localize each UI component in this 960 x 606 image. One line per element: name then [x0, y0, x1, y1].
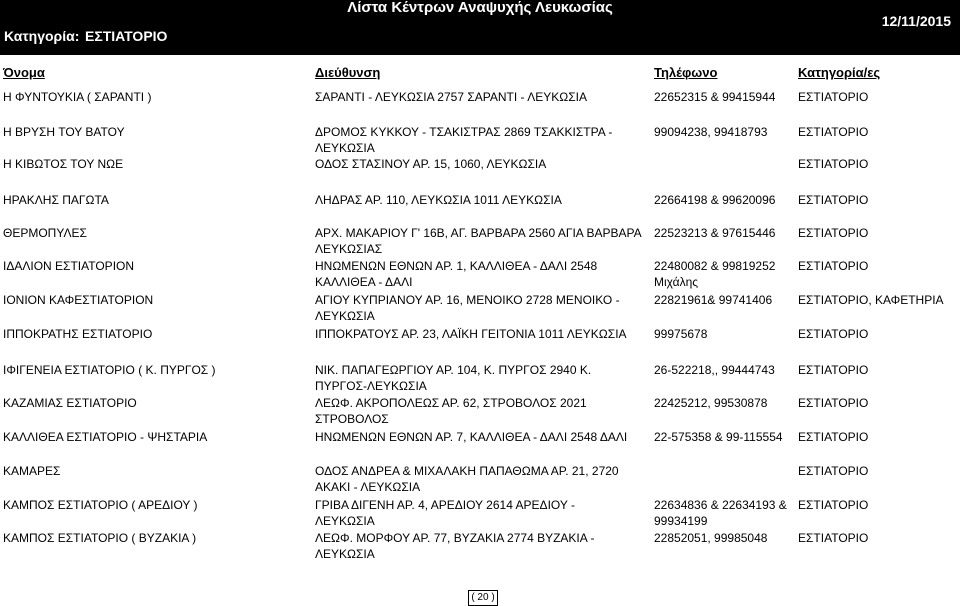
- entry-address-line1: ΛΕΩΦ. ΑΚΡΟΠΟΛΕΩΣ ΑΡ. 62, ΣΤΡΟΒΟΛΟΣ 2021: [315, 396, 587, 410]
- entry-phone-line2: Μιχάλης: [654, 275, 699, 289]
- entry-name: Η ΦΥΝΤΟΥΚΙΑ ( ΣΑΡΑΝΤΙ ): [3, 90, 152, 104]
- category-label: Κατηγορία:: [4, 28, 80, 44]
- entry-phone-line1: 99975678: [654, 327, 708, 341]
- entry-address-line2: ΚΑΛΛΙΘΕΑ - ΔΑΛΙ: [315, 275, 413, 289]
- entry-address-line2: ΣΤΡΟΒΟΛΟΣ: [315, 412, 389, 426]
- entry-category: ΕΣΤΙΑΤΟΡΙΟ: [798, 363, 869, 377]
- entry-category: ΕΣΤΙΑΤΟΡΙΟ: [798, 259, 869, 273]
- entry-phone-line1: 22634836 & 22634193 &: [654, 498, 787, 512]
- entry-name: ΙΟΝΙΟΝ ΚΑΦΕΣΤΙΑΤΟΡΙΟΝ: [3, 293, 154, 307]
- entry-phone-line1: 22480082 & 99819252: [654, 259, 776, 273]
- report-date: 12/11/2015: [881, 13, 951, 29]
- page-number: ( 20 ): [468, 590, 498, 606]
- entry-category: ΕΣΤΙΑΤΟΡΙΟ: [798, 464, 869, 478]
- entry-category: ΕΣΤΙΑΤΟΡΙΟ: [798, 498, 869, 512]
- entry-name: Η ΚΙΒΩΤΟΣ ΤΟΥ ΝΩΕ: [3, 157, 124, 171]
- category-value: ΕΣΤΙΑΤΟΡΙΟ: [85, 28, 168, 44]
- entry-address-line2: ΠΥΡΓΟΣ-ΛΕΥΚΩΣΙΑ: [315, 379, 427, 393]
- entry-address-line2: ΛΕΥΚΩΣΙΑ: [315, 547, 375, 561]
- entry-address-line1: ΔΡΟΜΟΣ ΚΥΚΚΟΥ - ΤΣΑΚΙΣΤΡΑΣ 2869 ΤΣΑΚΚΙΣΤΡΑ -: [315, 125, 613, 139]
- entry-address-line1: ΟΔΟΣ ΑΝΔΡΕΑ & ΜΙΧΑΛΑΚΗ ΠΑΠΑΘΩΜΑ ΑΡ. 21, 2720: [315, 464, 619, 478]
- entry-phone-line1: 99094238, 99418793: [654, 125, 768, 139]
- entry-category: ΕΣΤΙΑΤΟΡΙΟ: [798, 396, 869, 410]
- entry-phone-line1: 22664198 & 99620096: [654, 193, 776, 207]
- column-header-name: Όνομα: [3, 65, 45, 80]
- entry-phone-line1: 22821961& 99741406: [654, 293, 773, 307]
- entry-phone-line1: 22652315 & 99415944: [654, 90, 776, 104]
- entry-name: ΙΦΙΓΕΝΕΙΑ ΕΣΤΙΑΤΟΡΙΟ ( Κ. ΠΥΡΓΟΣ ): [3, 363, 216, 377]
- entry-category: ΕΣΤΙΑΤΟΡΙΟ: [798, 226, 869, 240]
- entry-name: ΚΑΜΠΟΣ ΕΣΤΙΑΤΟΡΙΟ ( ΒΥΖΑΚΙΑ ): [3, 531, 197, 545]
- entry-address-line2: ΛΕΥΚΩΣΙΑ: [315, 514, 375, 528]
- entry-category: ΕΣΤΙΑΤΟΡΙΟ: [798, 531, 869, 545]
- entry-name: ΚΑΜΑΡΕΣ: [3, 464, 61, 478]
- entry-name: ΙΠΠΟΚΡΑΤΗΣ ΕΣΤΙΑΤΟΡΙΟ: [3, 327, 153, 341]
- entry-address-line2: ΛΕΥΚΩΣΙΑ: [315, 309, 375, 323]
- entry-address-line2: ΑΚΑΚΙ - ΛΕΥΚΩΣΙΑ: [315, 480, 421, 494]
- entry-phone-line1: 22-575358 & 99-115554: [654, 430, 783, 444]
- entry-category: ΕΣΤΙΑΤΟΡΙΟ: [798, 125, 869, 139]
- entry-category: ΕΣΤΙΑΤΟΡΙΟ: [798, 157, 869, 171]
- entry-phone-line2: 99934199: [654, 514, 708, 528]
- entry-address-line1: ΛΗΔΡΑΣ ΑΡ. 110, ΛΕΥΚΩΣΙΑ 1011 ΛΕΥΚΩΣΙΑ: [315, 193, 562, 207]
- entry-name: ΚΑΜΠΟΣ ΕΣΤΙΑΤΟΡΙΟ ( ΑΡΕΔΙΟΥ ): [3, 498, 198, 512]
- document-title: Λίστα Κέντρων Αναψυχής Λευκωσίας: [347, 0, 613, 16]
- entry-phone-line1: 22523213 & 97615446: [654, 226, 776, 240]
- column-header-phone: Τηλέφωνο: [654, 65, 718, 80]
- entry-address-line2: ΛΕΥΚΩΣΙΑ: [315, 141, 375, 155]
- entry-address-line1: ΣΑΡΑΝΤΙ - ΛΕΥΚΩΣΙΑ 2757 ΣΑΡΑΝΤΙ - ΛΕΥΚΩΣΙΑ: [315, 90, 587, 104]
- entry-address-line1: ΑΡΧ. ΜΑΚΑΡΙΟΥ Γ' 16Β, ΑΓ. ΒΑΡΒΑΡΑ 2560 ΑΓΙΑ ΒΑΡΒΑΡΑ: [315, 226, 642, 240]
- entry-address-line1: ΙΠΠΟΚΡΑΤΟΥΣ ΑΡ. 23, ΛΑΪΚΗ ΓΕΙΤΟΝΙΑ 1011 ΛΕΥΚΩΣΙΑ: [315, 327, 627, 341]
- entry-phone-line1: 22852051, 99985048: [654, 531, 768, 545]
- entry-name: Η ΒΡΥΣΗ ΤΟΥ ΒΑΤΟΥ: [3, 125, 125, 139]
- entry-address-line1: ΟΔΟΣ ΣΤΑΣΙΝΟΥ ΑΡ. 15, 1060, ΛΕΥΚΩΣΙΑ: [315, 157, 547, 171]
- entry-category: ΕΣΤΙΑΤΟΡΙΟ: [798, 327, 869, 341]
- entry-category: ΕΣΤΙΑΤΟΡΙΟ, ΚΑΦΕΤΗΡΙΑ: [798, 293, 944, 307]
- entry-name: ΘΕΡΜΟΠΥΛΕΣ: [3, 226, 87, 240]
- entry-address-line1: ΓΡΙΒΑ ΔΙΓΕΝΗ ΑΡ. 4, ΑΡΕΔΙΟΥ 2614 ΑΡΕΔΙΟΥ -: [315, 498, 575, 512]
- entry-name: ΚΑΖΑΜΙΑΣ ΕΣΤΙΑΤΟΡΙΟ: [3, 396, 137, 410]
- entry-phone-line1: 22425212, 99530878: [654, 396, 768, 410]
- entry-name: ΚΑΛΛΙΘΕΑ ΕΣΤΙΑΤΟΡΙΟ - ΨΗΣΤΑΡΙΑ: [3, 430, 208, 444]
- entry-phone-line1: 26-522218,, 99444743: [654, 363, 775, 377]
- column-header-address: Διεύθυνση: [315, 65, 381, 80]
- entry-address-line1: ΝΙΚ. ΠΑΠΑΓΕΩΡΓΙΟΥ ΑΡ. 104, Κ. ΠΥΡΓΟΣ 2940 Κ.: [315, 363, 592, 377]
- entry-address-line1: ΗΝΩΜΕΝΩΝ ΕΘΝΩΝ ΑΡ. 7, ΚΑΛΛΙΘΕΑ - ΔΑΛΙ 2548 ΔΑΛΙ: [315, 430, 628, 444]
- entry-name: ΗΡΑΚΛΗΣ ΠΑΓΩΤΑ: [3, 193, 109, 207]
- column-header-category: Κατηγορία/ες: [798, 65, 881, 80]
- entry-name: ΙΔΑΛΙΟΝ ΕΣΤΙΑΤΟΡΙΟΝ: [3, 259, 135, 273]
- entry-category: ΕΣΤΙΑΤΟΡΙΟ: [798, 430, 869, 444]
- entry-address-line1: ΛΕΩΦ. ΜΟΡΦΟΥ ΑΡ. 77, ΒΥΖΑΚΙΑ 2774 ΒΥΖΑΚΙΑ -: [315, 531, 595, 545]
- entry-address-line1: ΗΝΩΜΕΝΩΝ ΕΘΝΩΝ ΑΡ. 1, ΚΑΛΛΙΘΕΑ - ΔΑΛΙ 2548: [315, 259, 598, 273]
- entry-category: ΕΣΤΙΑΤΟΡΙΟ: [798, 90, 869, 104]
- page-header: [0, 0, 960, 55]
- entry-address-line2: ΛΕΥΚΩΣΙΑΣ: [315, 242, 383, 256]
- entry-category: ΕΣΤΙΑΤΟΡΙΟ: [798, 193, 869, 207]
- entry-address-line1: ΑΓΙΟΥ ΚΥΠΡΙΑΝΟΥ ΑΡ. 16, ΜΕΝΟΙΚΟ 2728 ΜΕΝΟΙΚΟ -: [315, 293, 620, 307]
